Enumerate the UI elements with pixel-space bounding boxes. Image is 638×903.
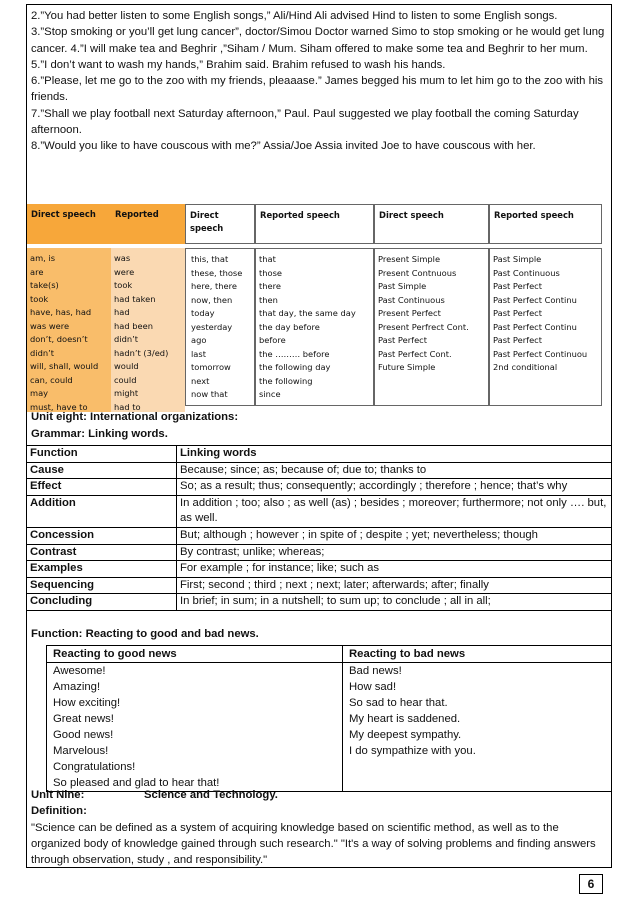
bad-news-list: Bad news! How sad! So sad to hear that. My heart is saddened. My deepest sympathy. I do sympathize with you. — [343, 663, 612, 792]
news-heading: Function: Reacting to good and bad news. — [31, 628, 259, 640]
intro-line: 7.”Shall we play football next Saturday afternoon,” Paul. Paul suggested we play football the coming Saturday afternoon. — [31, 107, 579, 137]
header-direct-speech: Direct speech — [27, 204, 111, 244]
header-good-news: Reacting to good news — [47, 646, 343, 663]
table-row: Examples For example ; for instance; like; such as — [27, 561, 612, 578]
table-row: Sequencing First; second ; third ; next ; next; later; afterwards; after; finally — [27, 577, 612, 594]
header-bad-news: Reacting to bad news — [343, 646, 612, 663]
linking-words-table — [26, 445, 612, 611]
column-tense-direct: Present Simple Present Contnuous Past Simple Past Continuous Present Perfect Present Perfrect Cont. Past Perfect Past Perfect Cont. Future Simple — [374, 248, 489, 406]
column-reported: was were took had taken had had been didn’t hadn’t (3/ed) would could might had to — [111, 248, 185, 412]
header-direct-speech-2: Direct speech — [185, 204, 255, 244]
column-direct: am, is are take(s) took have, has, had was were don’t, doesn’t didn’t will, shall, would can, could may must, have to — [27, 248, 111, 412]
definition-label: Definition: — [31, 805, 87, 817]
table-row: Addition In addition ; too; also ; as well (as) ; besides ; moreover; furthermore; not only …. but, as well. — [27, 495, 612, 527]
column-time-place-reported: that those there then that day, the same day the day before before the ……… before the following day the following since — [255, 248, 374, 406]
intro-line: 3.”Stop smoking or you’ll get lung cancer”, doctor/Simou Doctor warned Simo to stop smoking or he would get lung cancer. 4.”I will make tea and Beghrir ,”Siham / Mum. Siham offered to make some tea and Beghrir to her mum. — [31, 26, 605, 55]
page-number: 6 — [579, 874, 603, 894]
intro-line: 5.”I don’t want to wash my hands,” Brahim said. Brahim refused to wash his hands. — [31, 58, 446, 71]
definition-text: "Science can be defined as a system of acquiring knowledge based on scientific method, as well as to the organized body of knowledge gained through such research." "It's a way of solving problems and finding answers through observation, study , and responsibility." — [31, 822, 596, 867]
unit-nine-label: Unit Nine: — [31, 789, 85, 801]
column-tense-reported: Past Simple Past Continuous Past Perfect Past Perfect Continu Past Perfect Past Perfect Continu Past Perfect Past Perfect Continuou 2nd conditional — [489, 248, 602, 406]
good-news-list: Awesome! Amazing! How exciting! Great news! Good news! Marvelous! Congratulations! So pleased and glad to hear that! — [47, 663, 343, 792]
header-reported: Reported — [111, 204, 185, 244]
table-row: Contrast By contrast; unlike; whereas; — [27, 544, 612, 561]
table-row: Concession But; although ; however ; in spite of ; despite ; yet; nevertheless; though — [27, 527, 612, 544]
unit-eight-title: Unit eight: International organizations: — [31, 411, 239, 423]
table-row: Cause Because; since; as; because of; due to; thanks to — [27, 462, 612, 479]
intro-line: 2.”You had better listen to some English songs,” Ali/Hind Ali advised Hind to listen to some English songs. — [31, 10, 558, 22]
unit-nine-topic: Science and Technology. — [144, 789, 278, 801]
header-reported-speech: Reported speech — [255, 204, 374, 244]
news-table — [46, 645, 612, 792]
table-row: Concluding In brief; in sum; in a nutshell; to sum up; to conclude ; all in all; — [27, 594, 612, 611]
header-direct-speech-3: Direct speech — [374, 204, 489, 244]
grammar-heading: Grammar: Linking words. — [31, 428, 168, 440]
intro-text — [31, 8, 611, 155]
intro-line: 8.”Would you like to have couscous with me?” Assia/Joe Assia invited Joe to have couscous with her. — [31, 140, 536, 153]
table-row: Function Linking words — [27, 446, 612, 463]
table-row: Effect So; as a result; thus; consequently; accordingly ; therefore ; hence; that’s why — [27, 479, 612, 496]
column-time-place-direct: this, that these, those here, there now, then today yesterday ago last tomorrow next now that — [185, 248, 255, 406]
header-reported-speech-2: Reported speech — [489, 204, 602, 244]
intro-line: 6.”Please, let me go to the zoo with my friends, pleaaase.” James begged his mum to let him go to the zoo with his friends. — [31, 75, 604, 104]
